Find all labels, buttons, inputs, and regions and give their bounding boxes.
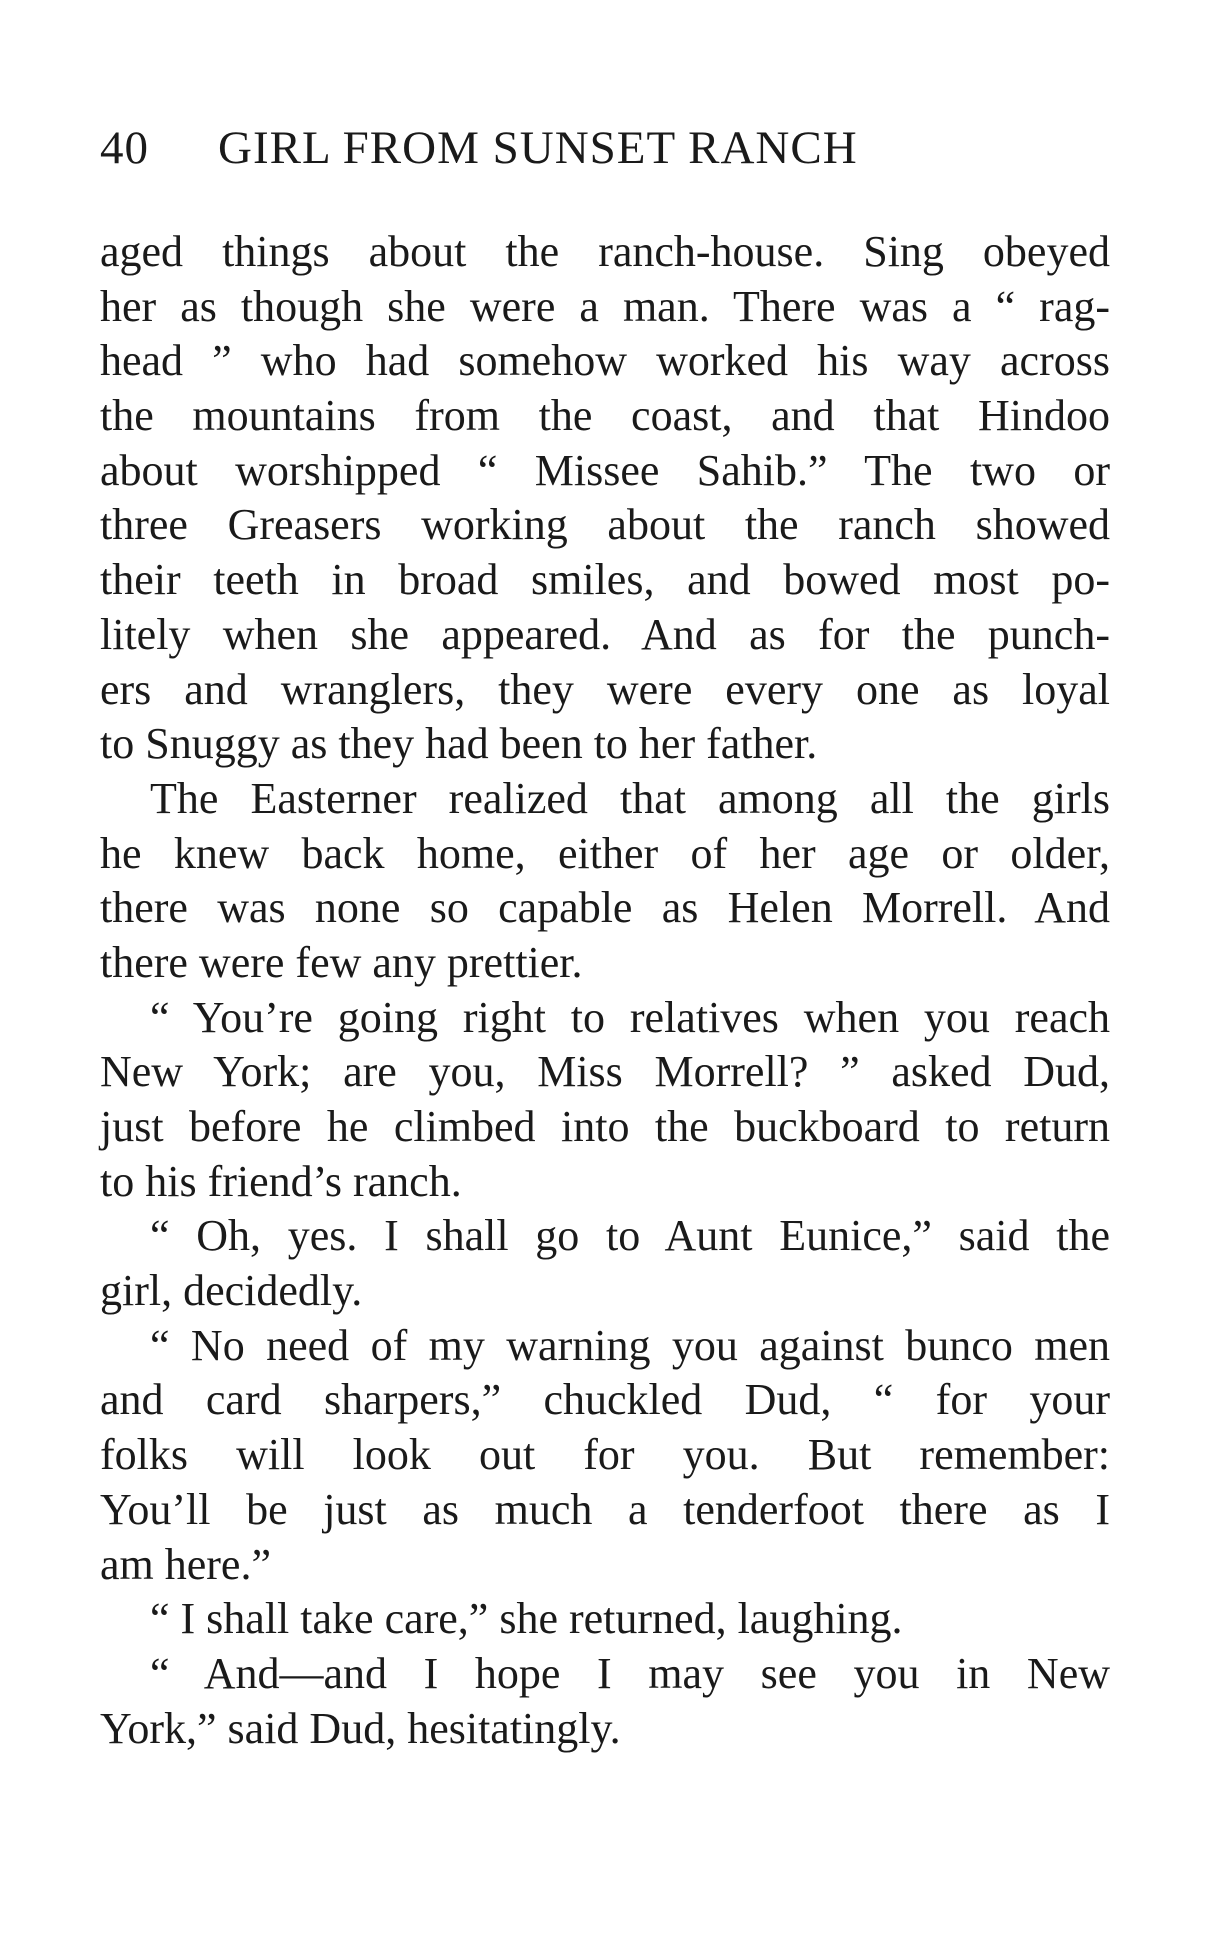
- running-head: [100, 118, 1000, 178]
- text-line: their teeth in broad smiles, and bowed most po-: [100, 555, 1110, 605]
- book-title: GIRL FROM SUNSET RANCH: [218, 122, 858, 174]
- text-line: You’ll be just as much a tenderfoot there as I: [100, 1484, 1110, 1534]
- text-line: York,” said Dud, hesitatingly.: [100, 1703, 621, 1753]
- text-line: her as though she were a man. There was a “ rag-: [100, 281, 1110, 331]
- text-line: “ Oh, yes. I shall go to Aunt Eunice,” said the: [150, 1211, 1110, 1261]
- text-line: he knew back home, either of her age or older,: [100, 828, 1110, 878]
- text-line: The Easterner realized that among all the girls: [150, 773, 1110, 823]
- text-line: just before he climbed into the buckboard to return: [100, 1102, 1110, 1151]
- text-line: aged things about the ranch-house. Sing obeyed: [100, 227, 1110, 276]
- text-line: three Greasers working about the ranch showed: [100, 500, 1110, 550]
- text-line: litely when she appeared. And as for the punch-: [100, 609, 1110, 659]
- text-line: about worshipped “ Missee Sahib.” The two or: [100, 445, 1110, 495]
- text-line: there were few any prettier.: [100, 937, 583, 987]
- text-line: the mountains from the coast, and that Hindoo: [100, 391, 1110, 441]
- text-line: and card sharpers,” chuckled Dud, “ for your: [100, 1375, 1110, 1425]
- text-line: am here.”: [100, 1539, 271, 1589]
- text-line: folks will look out for you. But remember:: [100, 1430, 1110, 1480]
- text-line: girl, decidedly.: [100, 1266, 363, 1316]
- text-line: there was none so capable as Helen Morrell. And: [100, 883, 1110, 933]
- text-line: ers and wranglers, they were every one as loyal: [100, 664, 1110, 714]
- text-line: “ And—and I hope I may see you in New: [150, 1648, 1110, 1698]
- body-text: [100, 225, 1110, 1756]
- text-line: to Snuggy as they had been to her father.: [100, 719, 818, 769]
- page-number: 40: [100, 122, 149, 174]
- text-line: “ No need of my warning you against bunco men: [150, 1320, 1110, 1370]
- text-line: head ” who had somehow worked his way across: [100, 336, 1110, 386]
- text-line: “ You’re going right to relatives when you reach: [150, 992, 1110, 1042]
- text-line: to his friend’s ranch.: [100, 1156, 462, 1206]
- text-line: New York; are you, Miss Morrell? ” asked Dud,: [100, 1047, 1110, 1097]
- text-line: “ I shall take care,” she returned, laughing.: [150, 1594, 903, 1644]
